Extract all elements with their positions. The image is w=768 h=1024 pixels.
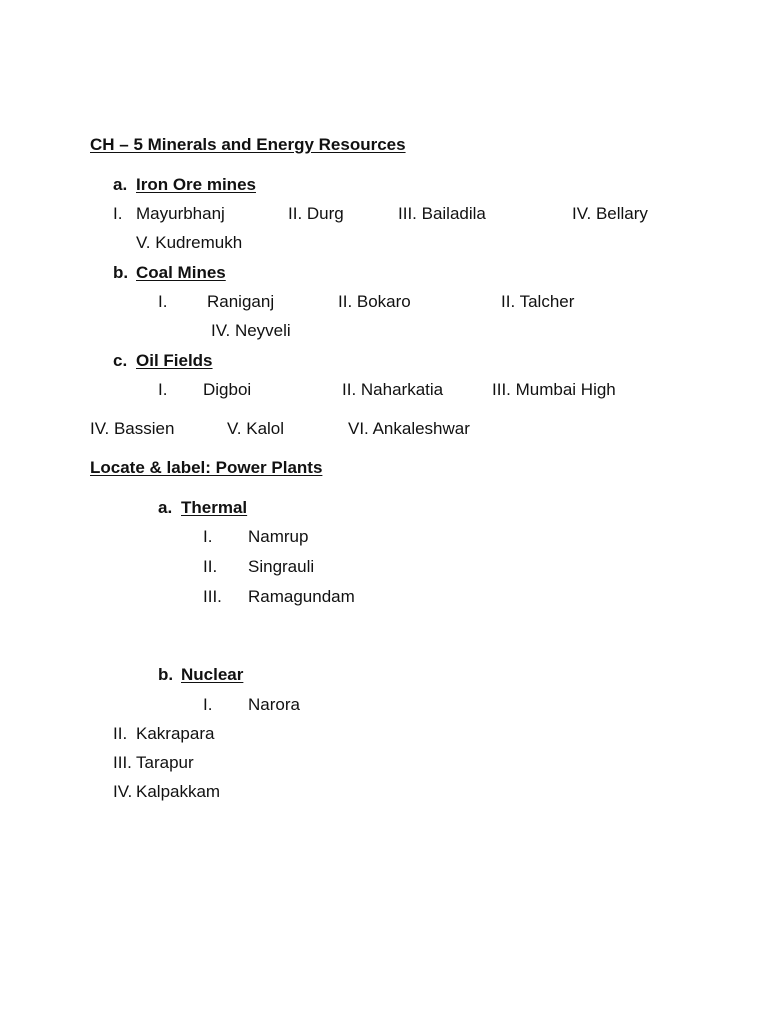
- list-item: Tarapur: [136, 753, 194, 772]
- list-item: IV. Bassien: [90, 419, 175, 438]
- list-numeral: I.: [113, 204, 123, 223]
- list-item: Digboi: [203, 380, 252, 399]
- list-item: V. Kudremukh: [136, 233, 243, 252]
- section-marker: b.: [158, 665, 174, 684]
- list-item: Singrauli: [248, 557, 315, 576]
- list-item: Kakrapara: [136, 724, 215, 743]
- section-heading-iron-ore: Iron Ore mines: [136, 175, 256, 194]
- list-item: VI. Ankaleshwar: [348, 419, 470, 438]
- section-heading-coal: Coal Mines: [136, 263, 226, 282]
- list-item: IV. Bellary: [572, 204, 648, 223]
- section-heading-thermal: Thermal: [181, 498, 248, 517]
- list-numeral: I.: [203, 527, 213, 546]
- list-item: Kalpakkam: [136, 782, 221, 801]
- list-item: II. Talcher: [501, 292, 575, 311]
- list-item: Raniganj: [207, 292, 275, 311]
- list-item: III. Bailadila: [398, 204, 486, 223]
- list-item: II. Naharkatia: [342, 380, 444, 399]
- list-item: V. Kalol: [227, 419, 285, 438]
- list-item: Ramagundam: [248, 587, 355, 606]
- list-item: II. Durg: [288, 204, 344, 223]
- list-item: Namrup: [248, 527, 309, 546]
- section-heading-oil: Oil Fields: [136, 351, 213, 370]
- list-numeral: IV.: [113, 782, 133, 801]
- list-item: IV. Neyveli: [211, 321, 291, 340]
- list-numeral: I.: [158, 380, 168, 399]
- section-marker: a.: [158, 498, 173, 517]
- section-marker: b.: [113, 263, 129, 282]
- list-numeral: III.: [113, 753, 132, 772]
- list-numeral: II.: [113, 724, 128, 743]
- list-numeral: I.: [203, 695, 213, 714]
- section-marker: a.: [113, 175, 128, 194]
- list-item: Mayurbhanj: [136, 204, 225, 223]
- section-marker: c.: [113, 351, 128, 370]
- section-heading-power-plants: Locate & label: Power Plants: [90, 458, 323, 477]
- list-item: II. Bokaro: [338, 292, 411, 311]
- list-numeral: I.: [158, 292, 168, 311]
- list-numeral: II.: [203, 557, 218, 576]
- list-numeral: III.: [203, 587, 222, 606]
- list-item: Narora: [248, 695, 300, 714]
- list-item: III. Mumbai High: [492, 380, 616, 399]
- section-heading-nuclear: Nuclear: [181, 665, 244, 684]
- page-title: CH – 5 Minerals and Energy Resources: [90, 135, 406, 154]
